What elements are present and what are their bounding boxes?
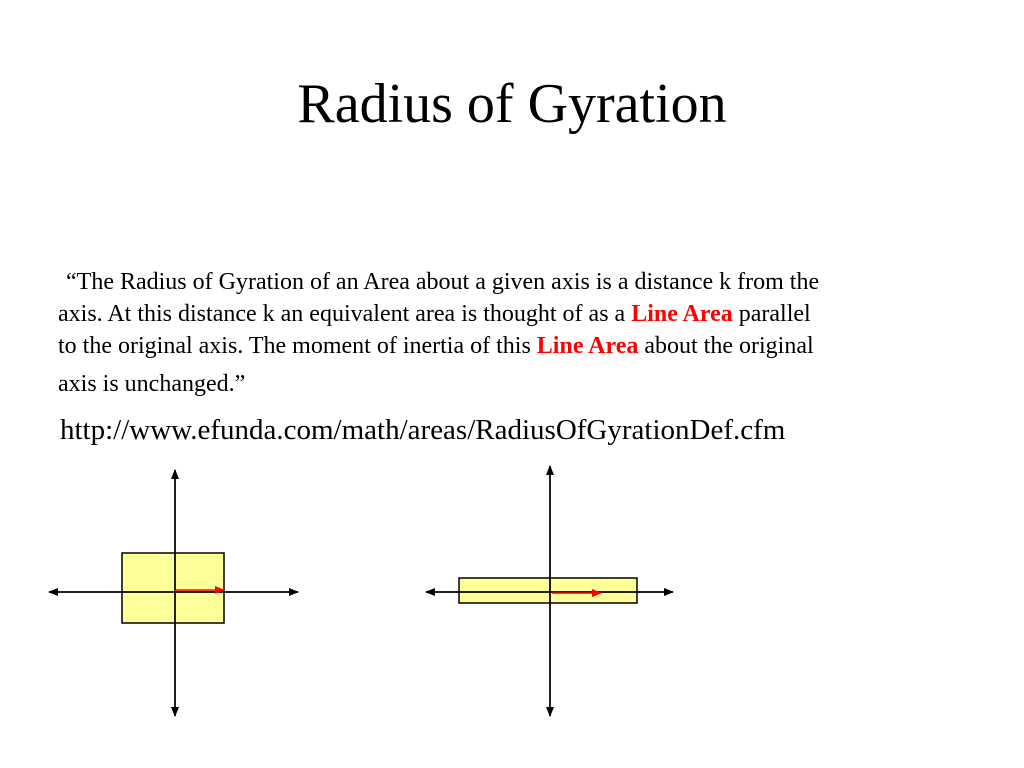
quote-line-1: “The Radius of Gyration of an Area about a given axis is a distance k from the xyxy=(66,269,820,295)
line-area-diagram xyxy=(426,466,673,716)
slide-title: Radius of Gyration xyxy=(297,73,727,135)
quote-text: axis. At this distance k an equivalent area is thought of as a xyxy=(58,301,632,327)
line-area-highlight: Line Area xyxy=(631,301,733,327)
line-area-shape xyxy=(459,578,637,603)
quote-text: about the original xyxy=(638,333,814,359)
quote-text: to the original axis. The moment of inertia of this xyxy=(58,333,537,359)
area-diagram xyxy=(49,470,298,716)
quote-line-4: axis is unchanged.” xyxy=(58,371,246,397)
area-shape xyxy=(122,553,224,623)
source-link[interactable]: http://www.efunda.com/math/areas/RadiusOfGyrationDef.cfm xyxy=(60,414,786,446)
quote-text: parallel xyxy=(732,301,811,327)
line-area-highlight: Line Area xyxy=(536,333,639,359)
